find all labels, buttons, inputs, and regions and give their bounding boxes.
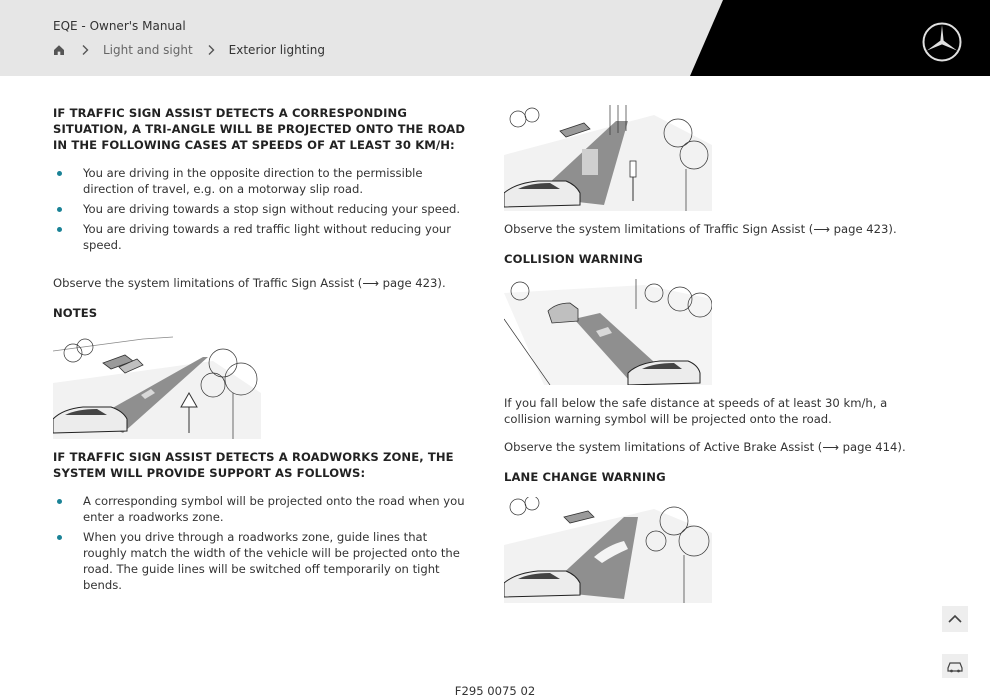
page-ref-link[interactable]: page 414). xyxy=(838,440,906,454)
page-ref-arrow-icon: ⟶ xyxy=(362,276,379,290)
chevron-right-icon xyxy=(207,44,215,56)
breadcrumb-item-exterior-lighting: Exterior lighting xyxy=(228,43,325,57)
page-ref-link[interactable]: page 423). xyxy=(378,276,446,290)
triangle-projection-illustration xyxy=(53,333,261,439)
right-column xyxy=(504,105,919,603)
left-column xyxy=(53,105,468,593)
list-item: A corresponding symbol will be projected onto the road when you enter a roadworks zone. xyxy=(53,493,468,525)
collision-warning-illustration xyxy=(504,279,712,385)
triangle-cases-list xyxy=(53,165,468,253)
home-icon[interactable] xyxy=(53,44,65,56)
chevron-up-icon xyxy=(942,606,968,632)
section-heading-roadworks: IF TRAFFIC SIGN ASSIST DETECTS A ROADWORKS ZONE, THE SYSTEM WILL PROVIDE SUPPORT AS FOLLOWS: xyxy=(53,450,454,480)
observe-traffic-sign-note xyxy=(53,275,468,291)
observe-text: Observe the system limitations of Active Brake Assist ( xyxy=(504,440,823,454)
observe-text: Observe the system limitations of Traffic Sign Assist ( xyxy=(53,276,363,290)
observe-brake-assist-note xyxy=(504,439,919,455)
collision-warning-text: If you fall below the safe distance at speeds of at least 30 km/h, a collision warning symbol will be projected onto the road. xyxy=(504,396,888,426)
page-ref-arrow-icon: ⟶ xyxy=(813,222,830,236)
observe-traffic-sign-note xyxy=(504,221,919,237)
breadcrumb xyxy=(53,42,325,58)
notes-heading: NOTES xyxy=(53,306,98,320)
lane-change-warning-heading: LANE CHANGE WARNING xyxy=(504,470,666,484)
manual-title: EQE - Owner's Manual xyxy=(53,19,186,33)
breadcrumb-item-light-and-sight[interactable]: Light and sight xyxy=(103,43,193,57)
collision-warning-heading: COLLISION WARNING xyxy=(504,252,643,266)
page-ref-link[interactable]: page 423). xyxy=(829,222,897,236)
figure-code: F295 0075 02 xyxy=(454,684,536,698)
header-bar xyxy=(0,0,990,76)
list-item: You are driving in the opposite direction to the permissible direction of travel, e.g. on a motorway slip road. xyxy=(53,165,468,197)
chevron-right-icon xyxy=(81,44,89,56)
lane-change-warning-illustration xyxy=(504,497,712,603)
traffic-light-projection-illustration xyxy=(504,105,712,211)
observe-text: Observe the system limitations of Traffic Sign Assist ( xyxy=(504,222,814,236)
scroll-to-top-button[interactable] xyxy=(942,606,968,632)
mercedes-star-logo xyxy=(922,22,962,62)
vehicle-view-button[interactable] xyxy=(942,654,968,678)
list-item: You are driving towards a stop sign without reducing your speed. xyxy=(53,201,468,217)
section-heading-triangle: IF TRAFFIC SIGN ASSIST DETECTS A CORRESPONDING SITUATION, A TRI-ANGLE WILL BE PROJECTED ONTO THE ROAD IN THE FOLLOWING CASES AT SPEEDS OF AT LEAST 30 KM/H: xyxy=(53,106,466,152)
page-ref-arrow-icon: ⟶ xyxy=(822,440,839,454)
list-item: When you drive through a roadworks zone, guide lines that roughly match the width of the vehicle will be projected onto the road. The guide lines will be switched off temporarily on tight bends. xyxy=(53,529,468,593)
car-icon xyxy=(942,654,968,678)
roadworks-support-list xyxy=(53,493,468,593)
list-item: You are driving towards a red traffic light without reducing your speed. xyxy=(53,221,468,253)
